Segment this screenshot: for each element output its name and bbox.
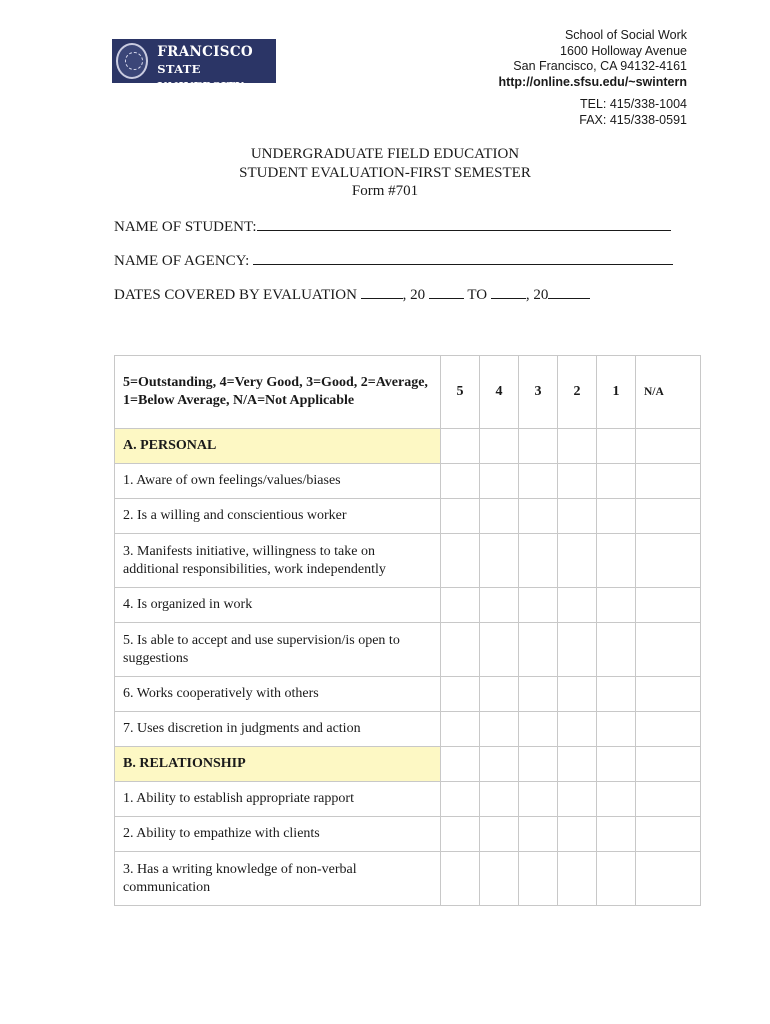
- year-from-blank[interactable]: [429, 284, 464, 299]
- student-name-label: NAME OF STUDENT:: [114, 219, 257, 235]
- telephone: TEL: 415/338-1004: [579, 97, 687, 111]
- dates-label: DATES COVERED BY EVALUATION: [114, 287, 357, 303]
- rating-cell[interactable]: [597, 747, 636, 782]
- rating-cell[interactable]: [636, 817, 701, 852]
- rating-cell[interactable]: [480, 588, 519, 623]
- rating-cell[interactable]: [519, 712, 558, 747]
- rating-cell[interactable]: [441, 817, 480, 852]
- rating-cell[interactable]: [558, 782, 597, 817]
- form-title: [0, 145, 770, 201]
- rating-cell[interactable]: [519, 852, 558, 906]
- rating-cell[interactable]: [558, 747, 597, 782]
- rating-cell[interactable]: [441, 782, 480, 817]
- rating-cell[interactable]: [441, 623, 480, 677]
- table-row: [115, 712, 701, 747]
- rating-cell[interactable]: [480, 623, 519, 677]
- col-header-5: 5: [441, 356, 480, 429]
- rating-cell[interactable]: [597, 817, 636, 852]
- rating-cell[interactable]: [441, 499, 480, 534]
- date-to-label: TO: [467, 287, 488, 303]
- student-name-field: [114, 216, 671, 236]
- seal-icon: [116, 43, 148, 79]
- website-url: http://online.sfsu.edu/~swintern: [498, 74, 687, 89]
- table-row: [115, 817, 701, 852]
- rating-cell[interactable]: [558, 588, 597, 623]
- rating-cell[interactable]: [519, 588, 558, 623]
- date-sep-2: , 20: [525, 287, 549, 303]
- rating-cell[interactable]: [480, 747, 519, 782]
- rating-cell[interactable]: [597, 429, 636, 464]
- rating-cell[interactable]: [636, 782, 701, 817]
- fax: FAX: 415/338-0591: [579, 112, 687, 127]
- street-address: 1600 Holloway Avenue: [560, 43, 687, 58]
- rating-cell[interactable]: [519, 677, 558, 712]
- rating-cell[interactable]: [558, 623, 597, 677]
- rating-cell[interactable]: [597, 677, 636, 712]
- col-header-3: 3: [519, 356, 558, 429]
- rating-cell[interactable]: [636, 677, 701, 712]
- col-header-4: 4: [480, 356, 519, 429]
- rating-cell[interactable]: [480, 534, 519, 588]
- criterion-label: 1. Ability to establish appropriate rapport: [115, 782, 441, 817]
- table-row: [115, 623, 701, 677]
- section-row-personal: [115, 429, 701, 464]
- rating-cell[interactable]: [597, 499, 636, 534]
- rating-cell[interactable]: [519, 782, 558, 817]
- agency-name-label: NAME OF AGENCY:: [114, 253, 250, 269]
- date-from-blank[interactable]: [361, 284, 403, 299]
- table-row: [115, 677, 701, 712]
- agency-name-field: [114, 250, 673, 270]
- section-heading-personal: A. PERSONAL: [115, 429, 441, 464]
- criterion-label: 2. Is a willing and conscientious worker: [115, 499, 441, 534]
- city-address: San Francisco, CA 94132-4161: [513, 59, 687, 73]
- rating-cell[interactable]: [441, 534, 480, 588]
- header-row: [115, 356, 701, 429]
- rating-cell[interactable]: [480, 817, 519, 852]
- rating-cell[interactable]: [597, 623, 636, 677]
- rating-cell[interactable]: [519, 499, 558, 534]
- rating-cell[interactable]: [558, 499, 597, 534]
- rating-scale-legend: 5=Outstanding, 4=Very Good, 3=Good, 2=Average, 1=Below Average, N/A=Not Applicable: [115, 356, 441, 429]
- rating-cell[interactable]: [636, 588, 701, 623]
- rating-cell[interactable]: [597, 712, 636, 747]
- col-header-2: 2: [558, 356, 597, 429]
- rating-cell[interactable]: [441, 747, 480, 782]
- rating-cell[interactable]: [597, 852, 636, 906]
- rating-cell[interactable]: [480, 677, 519, 712]
- rating-cell[interactable]: [558, 464, 597, 499]
- rating-cell[interactable]: [441, 429, 480, 464]
- rating-cell[interactable]: [636, 464, 701, 499]
- rating-cell[interactable]: [519, 623, 558, 677]
- rating-cell[interactable]: [519, 464, 558, 499]
- rating-cell[interactable]: [480, 499, 519, 534]
- section-row-relationship: [115, 747, 701, 782]
- rating-cell[interactable]: [519, 534, 558, 588]
- rating-cell[interactable]: [558, 712, 597, 747]
- table-row: [115, 499, 701, 534]
- rating-cell[interactable]: [636, 623, 701, 677]
- school-name: School of Social Work: [564, 28, 687, 42]
- rating-cell[interactable]: [480, 464, 519, 499]
- rating-cell[interactable]: [558, 817, 597, 852]
- criterion-label: 2. Ability to empathize with clients: [115, 817, 441, 852]
- rating-cell[interactable]: [636, 747, 701, 782]
- dates-field: [114, 284, 590, 304]
- rating-cell[interactable]: [558, 852, 597, 906]
- rating-cell[interactable]: [441, 712, 480, 747]
- rating-cell[interactable]: [480, 429, 519, 464]
- student-name-blank[interactable]: [257, 216, 671, 231]
- criterion-label: 6. Works cooperatively with others: [115, 677, 441, 712]
- school-address: [498, 28, 687, 128]
- rating-cell[interactable]: [636, 712, 701, 747]
- rating-cell[interactable]: [480, 712, 519, 747]
- criterion-label: 3. Has a writing knowledge of non-verbal communication: [115, 852, 441, 906]
- rating-cell[interactable]: [441, 852, 480, 906]
- rating-cell[interactable]: [480, 782, 519, 817]
- university-logo: [112, 27, 276, 93]
- table-row: [115, 534, 701, 588]
- rating-cell[interactable]: [441, 677, 480, 712]
- rating-cell[interactable]: [558, 534, 597, 588]
- criterion-label: 4. Is organized in work: [115, 588, 441, 623]
- rating-cell[interactable]: [636, 534, 701, 588]
- table-row: [115, 464, 701, 499]
- table-row: [115, 852, 701, 906]
- criterion-label: 5. Is able to accept and use supervision/is open to suggestions: [115, 623, 441, 677]
- table-row: [115, 782, 701, 817]
- agency-name-blank[interactable]: [253, 250, 673, 265]
- rating-cell[interactable]: [597, 464, 636, 499]
- rating-cell[interactable]: [519, 429, 558, 464]
- rating-cell[interactable]: [558, 677, 597, 712]
- evaluation-table: [114, 355, 701, 906]
- rating-cell[interactable]: [441, 464, 480, 499]
- rating-cell[interactable]: [597, 588, 636, 623]
- rating-cell[interactable]: [441, 588, 480, 623]
- form-number: Form #701: [351, 183, 419, 199]
- rating-cell[interactable]: [636, 852, 701, 906]
- rating-cell[interactable]: [636, 499, 701, 534]
- rating-cell[interactable]: [597, 782, 636, 817]
- year-to-blank[interactable]: [548, 284, 590, 299]
- criterion-label: 1. Aware of own feelings/values/biases: [115, 464, 441, 499]
- date-sep-1: , 20: [402, 287, 426, 303]
- section-heading-relationship: B. RELATIONSHIP: [115, 747, 441, 782]
- table-row: [115, 588, 701, 623]
- col-header-1: 1: [597, 356, 636, 429]
- rating-cell[interactable]: [597, 534, 636, 588]
- rating-cell[interactable]: [558, 429, 597, 464]
- col-header-na: N/A: [636, 356, 701, 429]
- rating-cell[interactable]: [480, 852, 519, 906]
- criterion-label: 3. Manifests initiative, willingness to take on additional responsibilities, work independently: [115, 534, 441, 588]
- rating-cell[interactable]: [519, 817, 558, 852]
- rating-cell[interactable]: [519, 747, 558, 782]
- rating-cell[interactable]: [636, 429, 701, 464]
- title-line-1: UNDERGRADUATE FIELD EDUCATION: [250, 146, 520, 162]
- logo-wordmark: SAN FRANCISCO STATE UNIVERSITY: [157, 27, 253, 93]
- date-to-blank[interactable]: [491, 284, 526, 299]
- criterion-label: 7. Uses discretion in judgments and action: [115, 712, 441, 747]
- title-line-2: STUDENT EVALUATION-FIRST SEMESTER: [239, 164, 531, 181]
